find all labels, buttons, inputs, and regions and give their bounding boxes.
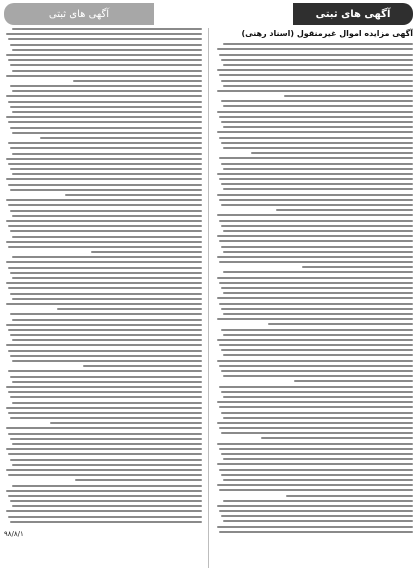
text-line xyxy=(217,443,413,445)
text-line xyxy=(12,256,202,258)
text-line xyxy=(6,199,202,201)
text-line xyxy=(8,267,202,269)
text-line xyxy=(217,339,413,341)
text-line xyxy=(6,386,202,388)
text-line xyxy=(221,412,413,414)
text-line xyxy=(223,396,413,398)
text-line xyxy=(8,38,202,40)
text-line xyxy=(217,235,413,237)
text-line xyxy=(6,344,202,346)
text-line xyxy=(6,158,202,160)
text-line xyxy=(8,350,202,352)
text-line xyxy=(223,126,413,128)
text-line xyxy=(8,121,202,123)
text-line xyxy=(219,406,413,408)
text-line xyxy=(40,137,202,139)
text-line xyxy=(8,163,202,165)
text-line xyxy=(219,199,413,201)
text-line xyxy=(217,422,413,424)
text-line xyxy=(221,329,413,331)
text-line xyxy=(219,448,413,450)
text-line xyxy=(217,90,413,92)
text-line xyxy=(221,183,413,185)
text-line xyxy=(12,464,202,466)
text-line xyxy=(8,184,202,186)
text-line xyxy=(6,407,202,409)
text-line xyxy=(219,531,413,533)
text-line xyxy=(10,293,202,295)
text-line xyxy=(221,287,413,289)
text-line xyxy=(219,116,413,118)
text-line xyxy=(223,520,413,522)
text-line xyxy=(223,292,413,294)
text-line xyxy=(219,344,413,346)
text-line xyxy=(223,105,413,107)
text-line xyxy=(6,469,202,471)
text-line xyxy=(65,194,202,196)
text-line xyxy=(217,360,413,362)
text-line xyxy=(10,521,202,523)
text-line xyxy=(12,90,202,92)
text-line xyxy=(217,194,413,196)
text-line xyxy=(217,111,413,113)
text-line xyxy=(6,427,202,429)
text-line xyxy=(6,116,202,118)
text-line xyxy=(6,448,202,450)
text-line xyxy=(10,189,202,191)
text-line xyxy=(221,100,413,102)
text-line xyxy=(221,246,413,248)
text-line xyxy=(223,188,413,190)
text-line xyxy=(12,485,202,487)
text-line xyxy=(221,453,413,455)
text-line xyxy=(217,401,413,403)
text-line xyxy=(221,225,413,227)
text-line xyxy=(219,240,413,242)
text-line xyxy=(6,95,202,97)
text-line xyxy=(8,474,202,476)
text-line xyxy=(8,287,202,289)
text-line xyxy=(217,526,413,528)
text-line xyxy=(219,386,413,388)
text-line xyxy=(10,313,202,315)
text-line xyxy=(6,54,202,56)
text-line xyxy=(223,147,413,149)
text-line xyxy=(12,381,202,383)
text-line xyxy=(6,33,202,35)
text-line xyxy=(8,412,202,414)
text-line xyxy=(221,308,413,310)
text-line xyxy=(12,173,202,175)
text-line xyxy=(6,303,202,305)
text-line xyxy=(6,261,202,263)
text-line xyxy=(91,251,202,253)
text-line xyxy=(221,349,413,351)
text-line xyxy=(217,173,413,175)
text-line xyxy=(217,69,413,71)
text-line xyxy=(6,178,202,180)
text-line xyxy=(223,43,413,45)
text-line xyxy=(8,225,202,227)
text-line xyxy=(8,204,202,206)
text-line xyxy=(10,500,202,502)
text-line xyxy=(261,437,413,439)
text-line xyxy=(8,329,202,331)
text-columns xyxy=(4,28,413,568)
text-line xyxy=(12,28,202,30)
text-line xyxy=(8,370,202,372)
left-column xyxy=(4,28,202,568)
text-line xyxy=(217,484,413,486)
text-line xyxy=(223,334,413,336)
text-line xyxy=(221,59,413,61)
text-line xyxy=(6,510,202,512)
text-line xyxy=(219,489,413,491)
text-line xyxy=(223,64,413,66)
text-line xyxy=(223,313,413,315)
text-line xyxy=(219,74,413,76)
text-line xyxy=(10,417,202,419)
text-line xyxy=(8,495,202,497)
text-line xyxy=(12,277,202,279)
text-line xyxy=(217,277,413,279)
text-line xyxy=(10,106,202,108)
text-line xyxy=(217,256,413,258)
text-line xyxy=(10,459,202,461)
text-line xyxy=(10,438,202,440)
text-line xyxy=(10,210,202,212)
text-line xyxy=(6,75,202,77)
text-line xyxy=(6,220,202,222)
text-line xyxy=(8,101,202,103)
text-line xyxy=(6,324,202,326)
text-line xyxy=(10,396,202,398)
text-line xyxy=(223,417,413,419)
text-line xyxy=(221,80,413,82)
text-line xyxy=(57,308,202,310)
text-line xyxy=(12,49,202,51)
text-line xyxy=(221,391,413,393)
text-line xyxy=(12,153,202,155)
text-line xyxy=(284,95,413,97)
text-line xyxy=(10,147,202,149)
text-line xyxy=(294,380,413,382)
text-line xyxy=(223,251,413,253)
text-line xyxy=(223,168,413,170)
text-line xyxy=(10,376,202,378)
text-line xyxy=(217,318,413,320)
text-line xyxy=(10,230,202,232)
text-line xyxy=(12,443,202,445)
text-line xyxy=(223,230,413,232)
text-line xyxy=(268,323,413,325)
text-line xyxy=(219,220,413,222)
text-line xyxy=(8,59,202,61)
text-line xyxy=(223,375,413,377)
text-line xyxy=(12,360,202,362)
text-line xyxy=(73,80,202,82)
text-line xyxy=(12,215,202,217)
text-line xyxy=(219,137,413,139)
text-line xyxy=(8,246,202,248)
text-line xyxy=(6,282,202,284)
text-line xyxy=(50,422,202,424)
text-line xyxy=(221,121,413,123)
right-column xyxy=(215,28,413,568)
section-badge-right: آگهی های ثبتی xyxy=(293,3,413,25)
text-line xyxy=(10,355,202,357)
text-line xyxy=(221,204,413,206)
text-line xyxy=(219,157,413,159)
text-line xyxy=(286,495,413,497)
text-line xyxy=(217,131,413,133)
text-line xyxy=(10,64,202,66)
text-line xyxy=(8,142,202,144)
text-line xyxy=(6,490,202,492)
header-bar xyxy=(4,3,413,25)
text-line xyxy=(221,515,413,517)
notice-title: آگهی مزایده اموال غیرمنقول (اسناد رهنی) xyxy=(241,29,413,38)
text-line xyxy=(219,365,413,367)
text-line xyxy=(12,402,202,404)
text-line xyxy=(8,516,202,518)
text-line xyxy=(10,85,202,87)
text-line xyxy=(10,44,202,46)
text-line xyxy=(219,303,413,305)
text-line xyxy=(223,479,413,481)
text-line xyxy=(12,111,202,113)
text-line xyxy=(217,463,413,465)
text-line xyxy=(219,427,413,429)
column-divider xyxy=(208,28,209,568)
text-line xyxy=(10,272,202,274)
text-line xyxy=(219,510,413,512)
text-line xyxy=(8,453,202,455)
text-line xyxy=(223,354,413,356)
text-line xyxy=(221,142,413,144)
text-line xyxy=(219,282,413,284)
text-line xyxy=(219,469,413,471)
text-line xyxy=(12,339,202,341)
text-line xyxy=(10,334,202,336)
text-line xyxy=(221,163,413,165)
footer-code: ۹۸/۸/۱ xyxy=(4,530,24,538)
text-line xyxy=(12,505,202,507)
text-line xyxy=(83,365,202,367)
text-line xyxy=(12,236,202,238)
text-line xyxy=(223,85,413,87)
text-line xyxy=(302,266,413,268)
text-line xyxy=(217,48,413,50)
text-line xyxy=(219,178,413,180)
text-line xyxy=(219,261,413,263)
text-line xyxy=(12,132,202,134)
text-line xyxy=(217,297,413,299)
text-line xyxy=(217,505,413,507)
text-line xyxy=(221,432,413,434)
text-line xyxy=(276,209,413,211)
text-line xyxy=(10,168,202,170)
text-line xyxy=(223,500,413,502)
section-badge-left: آگهی های ثبتی xyxy=(4,3,154,25)
text-line xyxy=(251,152,413,154)
text-line xyxy=(12,319,202,321)
text-line xyxy=(6,241,202,243)
text-line xyxy=(8,391,202,393)
text-line xyxy=(10,127,202,129)
text-line xyxy=(221,370,413,372)
text-line xyxy=(223,458,413,460)
text-line xyxy=(12,298,202,300)
text-line xyxy=(223,271,413,273)
text-line xyxy=(221,474,413,476)
text-line xyxy=(8,433,202,435)
text-line xyxy=(12,70,202,72)
text-line xyxy=(217,214,413,216)
text-line xyxy=(219,54,413,56)
text-line xyxy=(75,479,202,481)
